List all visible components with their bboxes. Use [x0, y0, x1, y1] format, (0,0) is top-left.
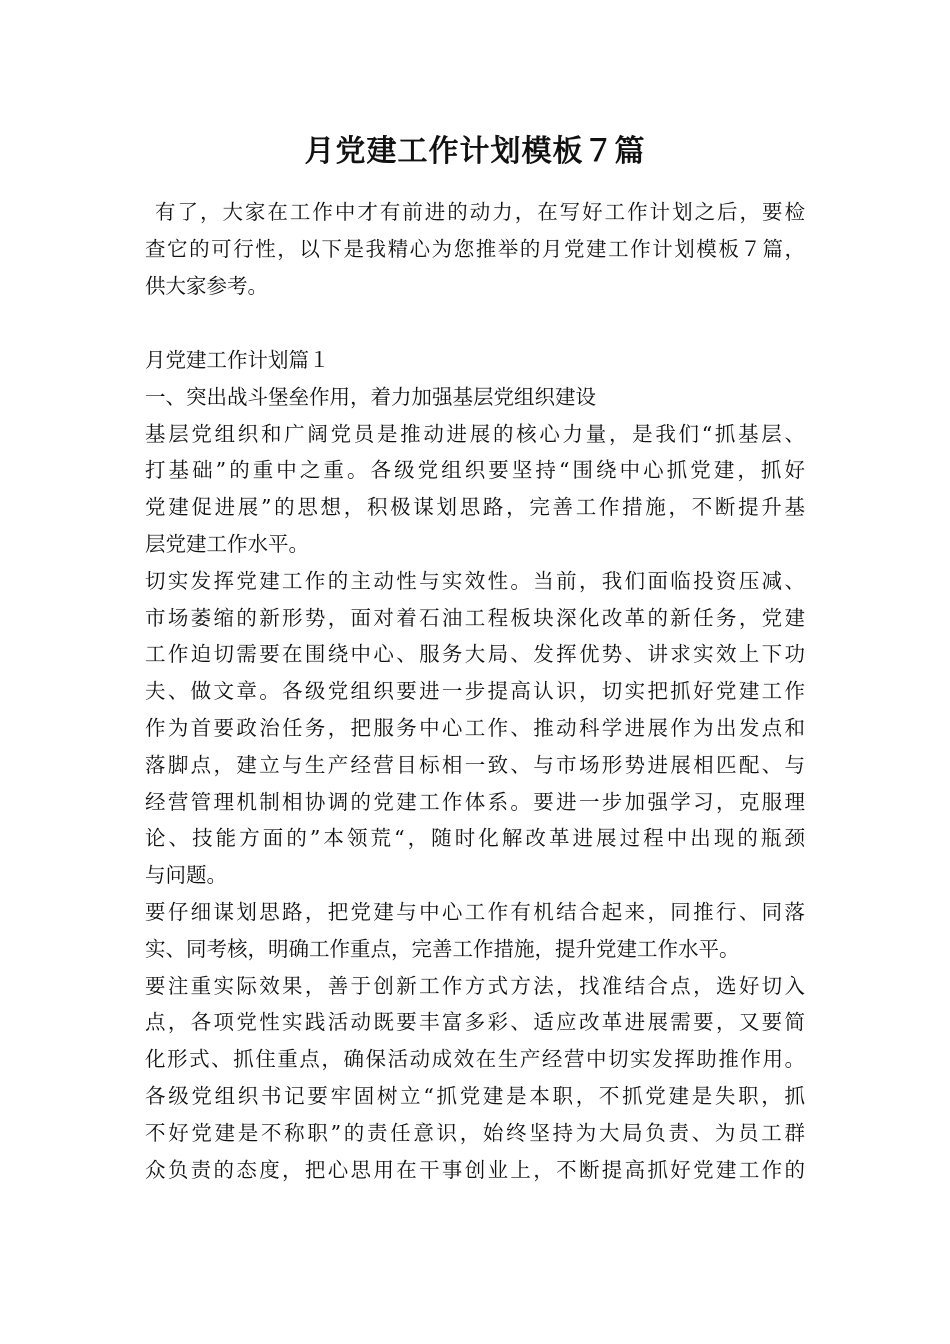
paragraph-line: 打基础”的重中之重。各级党组织要坚持“围绕中心抓党建，抓好 — [145, 458, 805, 483]
subheading: 一、突出战斗堡垒作用，着力加强基层党组织建设 — [145, 384, 596, 409]
paragraph-line: 与问题。 — [145, 863, 227, 888]
paragraph-line: 党建促进展”的思想，积极谋划思路，完善工作措施，不断提升基 — [145, 495, 805, 520]
paragraph-line: 各级党组织书记要牢固树立“抓党建是本职，不抓党建是失职，抓 — [145, 1083, 805, 1108]
main-content — [145, 342, 805, 1188]
intro-paragraph — [145, 194, 805, 304]
section-heading: 月党建工作计划篇１ — [145, 348, 330, 372]
paragraph-line: 作为首要政治任务，把服务中心工作、推动科学进展作为出发点和 — [145, 715, 805, 740]
paragraph-line: 要仔细谋划思路，把党建与中心工作有机结合起来，同推行、同落 — [145, 899, 805, 924]
paragraph-line: 落脚点，建立与生产经营目标相一致、与市场形势进展相匹配、与 — [145, 752, 805, 777]
intro-line: 查它的可行性，以下是我精心为您推举的月党建工作计划模板７篇， — [145, 236, 805, 261]
intro-line: 有了，大家在工作中才有前进的动力，在写好工作计划之后，要检 — [155, 200, 805, 224]
paragraph-line: 夫、做文章。各级党组织要进一步提高认识，切实把抓好党建工作 — [145, 679, 805, 704]
paragraph-line: 实、同考核，明确工作重点，完善工作措施，提升党建工作水平。 — [145, 936, 740, 961]
paragraph-line: 基层党组织和广阔党员是推动进展的核心力量，是我们“抓基层、 — [145, 421, 805, 446]
paragraph-line: 不好党建是不称职”的责任意识，始终坚持为大局负责、为员工群 — [145, 1120, 805, 1145]
paragraph-line: 市场萎缩的新形势，面对着石油工程板块深化改革的新任务，党建 — [145, 605, 805, 630]
document-title: 月党建工作计划模板７篇 — [304, 134, 646, 169]
intro-line: 供大家参考。 — [145, 273, 268, 298]
paragraph-line: 论、技能方面的”本领荒“，随时化解改革进展过程中出现的瓶颈 — [145, 826, 805, 851]
paragraph-line: 层党建工作水平。 — [145, 531, 309, 556]
paragraph-line: 众负责的态度，把心思用在干事创业上，不断提高抓好党建工作的 — [145, 1157, 805, 1182]
paragraph-line: 点，各项党性实践活动既要丰富多彩、适应改革进展需要，又要简 — [145, 1010, 805, 1035]
paragraph-line: 化形式、抓住重点，确保活动成效在生产经营中切实发挥助推作用。 — [145, 1047, 805, 1072]
paragraph-line: 经营管理机制相协调的党建工作体系。要进一步加强学习，克服理 — [145, 789, 805, 814]
paragraph-line: 切实发挥党建工作的主动性与实效性。当前，我们面临投资压减、 — [145, 568, 805, 593]
paragraph-line: 要注重实际效果，善于创新工作方式方法，找准结合点，选好切入 — [145, 973, 805, 998]
paragraph-line: 工作迫切需要在围绕中心、服务大局、发挥优势、讲求实效上下功 — [145, 642, 805, 667]
